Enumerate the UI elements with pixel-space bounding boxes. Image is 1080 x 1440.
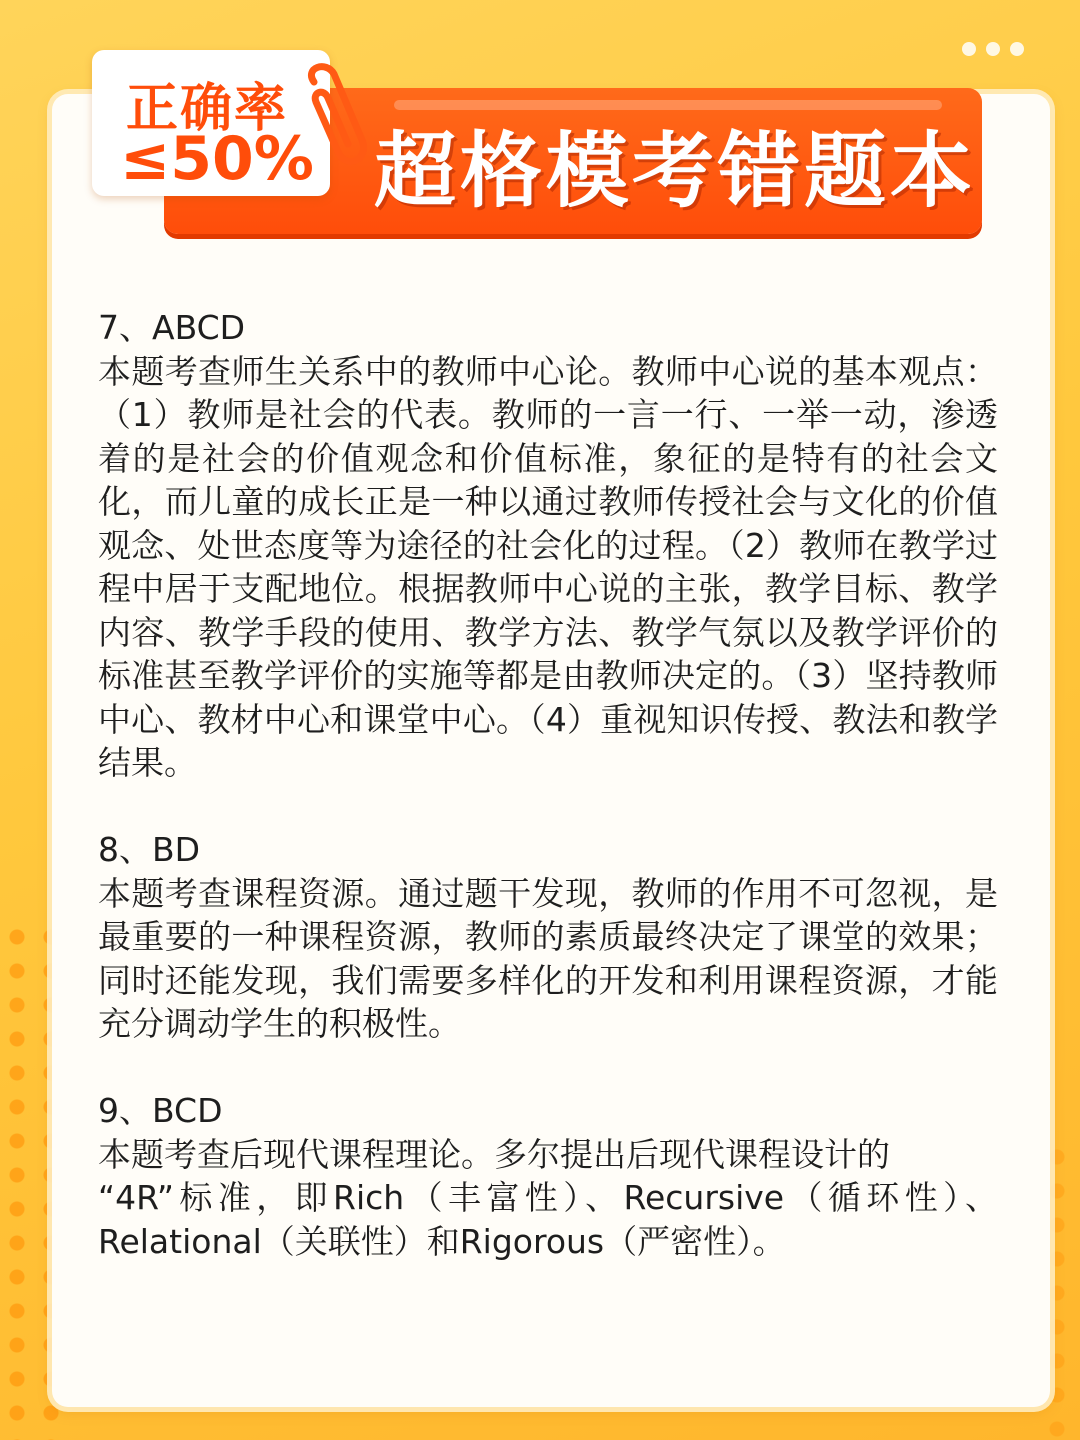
accuracy-tag <box>92 50 330 196</box>
answer-explanation: 本题考查课程资源。通过题干发现，教师的作用不可忽视，是最重要的一种课程资源，教师的素质最终决定了课堂的效果；同时还能发现，我们需要多样化的开发和利用课程资源，才能充分调动学生的积极性。 <box>98 873 998 1043</box>
answer-item-7 <box>98 306 998 785</box>
answer-number: 8、BD <box>98 830 201 869</box>
accuracy-label: 正确率 <box>126 79 289 139</box>
answer-explanation: 本题考查师生关系中的教师中心论。教师中心说的基本观点：（1）教师是社会的代表。教师的一言一行、一举一动，渗透着的是社会的价值观念和价值标准，象征的是特有的社会文化，而儿童的成长正是一种以通过教师传授社会与文化的价值观念、处世态度等为途径的社会化的过程。（2）教师在教学过程中居于支配地位。根据教师中心说的主张，教学目标、教学内容、教学手段的使用、教学方法、教学气氛以及教学评价的标准甚至教学评价的实施等都是由教师决定的。（3）坚持教师中心、教材中心和课堂中心。（4）重视知识传授、教法和教学结果。 <box>98 351 998 782</box>
answer-number: 7、ABCD <box>98 308 246 347</box>
page-dot <box>962 42 976 56</box>
page-title: 超格模考错题本 <box>374 124 977 219</box>
page-dot <box>1010 42 1024 56</box>
answer-item-9 <box>98 1089 998 1263</box>
paperclip-icon <box>296 62 376 172</box>
answer-number: 9、BCD <box>98 1091 223 1130</box>
accuracy-value: ≤50% <box>120 124 314 194</box>
answer-item-8 <box>98 828 998 1046</box>
page-indicator <box>962 42 1024 56</box>
answer-list <box>98 306 998 1307</box>
answer-explanation: 本题考查后现代课程理论。多尔提出后现代课程设计的 “4R”标准，即Rich（丰富性）、Recursive（循环性）、Relational（关联性）和Rigorous（严密性）。 <box>98 1134 998 1261</box>
page-dot <box>986 42 1000 56</box>
